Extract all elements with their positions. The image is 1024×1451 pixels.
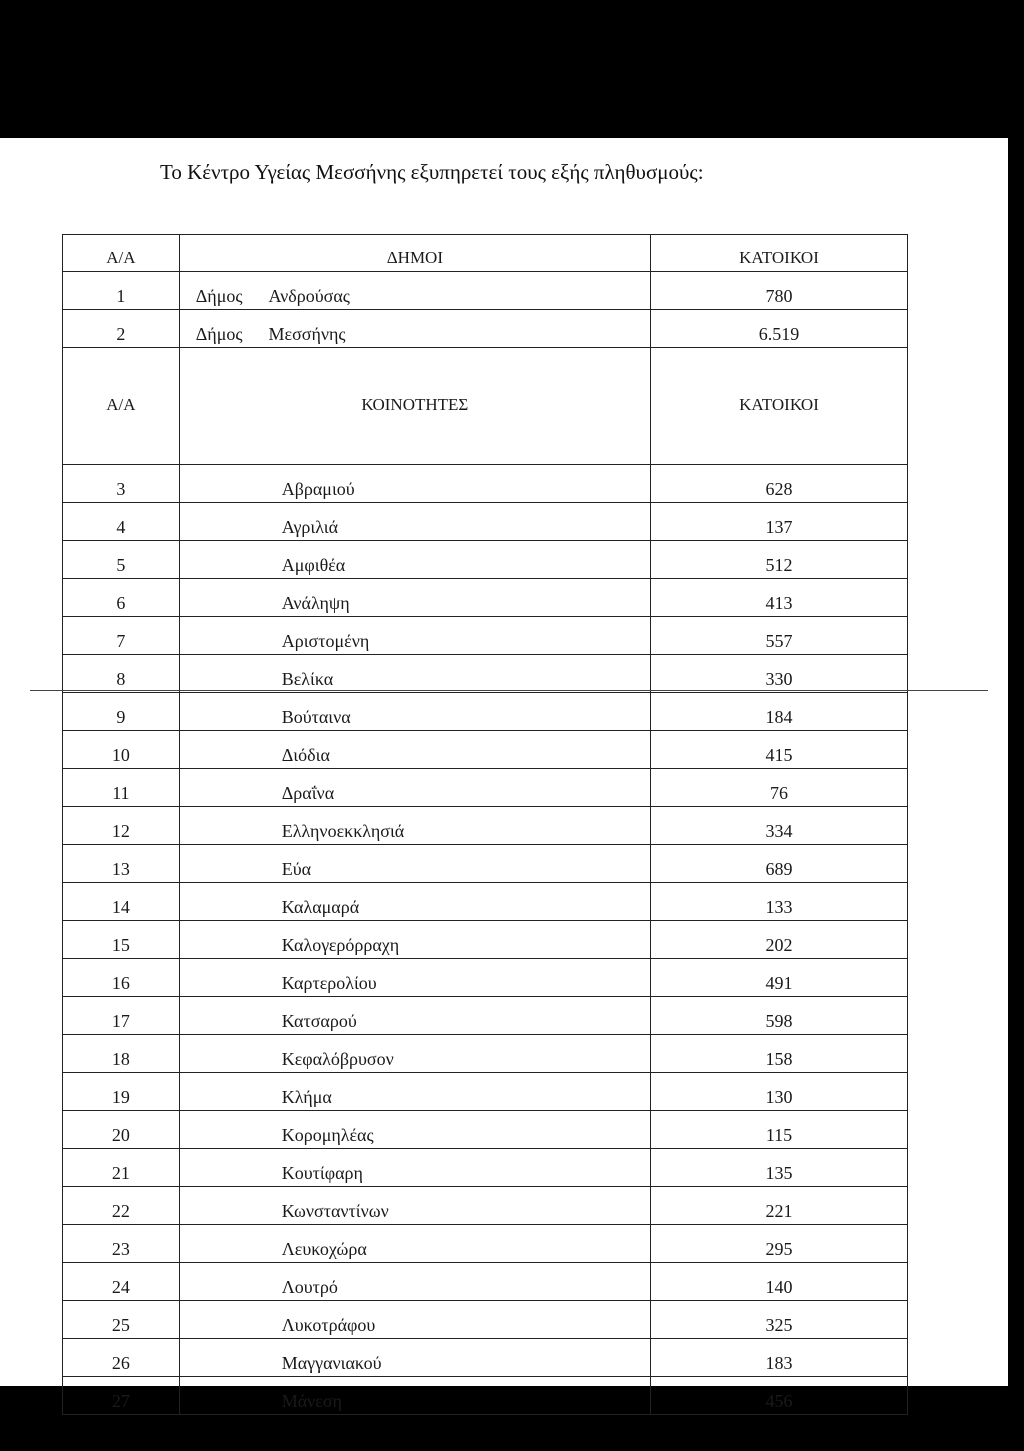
- row-number: 20: [63, 1111, 180, 1149]
- table-row: [63, 655, 908, 693]
- community-name: Αγριλιά: [179, 503, 650, 541]
- row-number: 13: [63, 845, 180, 883]
- table-row: [63, 769, 908, 807]
- scan-artifact-line: [30, 690, 988, 691]
- table-row: [63, 503, 908, 541]
- municipality-name: Δήμος Ανδρούσας: [179, 272, 650, 310]
- community-name: Διόδια: [179, 731, 650, 769]
- row-number: 14: [63, 883, 180, 921]
- community-name: Αριστομένη: [179, 617, 650, 655]
- community-name: Λουτρό: [179, 1263, 650, 1301]
- residents-value: 202: [651, 921, 908, 959]
- row-number: 19: [63, 1073, 180, 1111]
- table-row: [63, 997, 908, 1035]
- residents-value: 184: [651, 693, 908, 731]
- header-residents: ΚΑΤΟΙΚΟΙ: [651, 235, 908, 272]
- community-name: Ανάληψη: [179, 579, 650, 617]
- table-row: [63, 731, 908, 769]
- residents-value: 183: [651, 1339, 908, 1377]
- residents-value: 135: [651, 1149, 908, 1187]
- table-row: [63, 1377, 908, 1415]
- table-row: [63, 1263, 908, 1301]
- table-row: [63, 959, 908, 997]
- table-row: [63, 465, 908, 503]
- residents-value: 598: [651, 997, 908, 1035]
- community-name: Εύα: [179, 845, 650, 883]
- residents-value: 76: [651, 769, 908, 807]
- residents-value: 780: [651, 272, 908, 310]
- header-municipalities: ΔΗΜΟΙ: [179, 235, 650, 272]
- row-number: 17: [63, 997, 180, 1035]
- row-number: 2: [63, 310, 180, 348]
- row-number: 5: [63, 541, 180, 579]
- table-row: [63, 1225, 908, 1263]
- header-communities: ΚΟΙΝΟΤΗΤΕΣ: [179, 348, 650, 465]
- row-number: 26: [63, 1339, 180, 1377]
- residents-value: 221: [651, 1187, 908, 1225]
- row-number: 8: [63, 655, 180, 693]
- residents-value: 334: [651, 807, 908, 845]
- row-number: 9: [63, 693, 180, 731]
- community-name: Καλογερόρραχη: [179, 921, 650, 959]
- table-row: [63, 693, 908, 731]
- row-number: 23: [63, 1225, 180, 1263]
- table-row: [63, 883, 908, 921]
- row-number: 1: [63, 272, 180, 310]
- residents-value: 6.519: [651, 310, 908, 348]
- row-number: 12: [63, 807, 180, 845]
- table-row: [63, 1339, 908, 1377]
- table-row: [63, 541, 908, 579]
- municipalities-header-row: [63, 235, 908, 272]
- community-name: Αμφιθέα: [179, 541, 650, 579]
- table-row: [63, 1149, 908, 1187]
- table-row: [63, 807, 908, 845]
- row-number: 4: [63, 503, 180, 541]
- residents-value: 158: [651, 1035, 908, 1073]
- row-number: 18: [63, 1035, 180, 1073]
- community-name: Μάνεση: [179, 1377, 650, 1415]
- page-title: Το Κέντρο Υγείας Μεσσήνης εξυπηρετεί τους εξής πληθυσμούς:: [160, 160, 704, 184]
- table-row: [63, 1073, 908, 1111]
- community-name: Κατσαρού: [179, 997, 650, 1035]
- community-name: Λευκοχώρα: [179, 1225, 650, 1263]
- scan-border-right: [1008, 0, 1024, 1451]
- row-number: 7: [63, 617, 180, 655]
- residents-value: 456: [651, 1377, 908, 1415]
- row-number: 25: [63, 1301, 180, 1339]
- residents-value: 512: [651, 541, 908, 579]
- residents-value: 689: [651, 845, 908, 883]
- table-row: [63, 310, 908, 348]
- row-number: 3: [63, 465, 180, 503]
- community-name: Κουτίφαρη: [179, 1149, 650, 1187]
- row-number: 10: [63, 731, 180, 769]
- community-name: Καλαμαρά: [179, 883, 650, 921]
- row-number: 21: [63, 1149, 180, 1187]
- scan-border-top: [0, 0, 1024, 138]
- header-aa: Α/Α: [63, 235, 180, 272]
- community-name: Κορομηλέας: [179, 1111, 650, 1149]
- population-table: [62, 234, 908, 1415]
- header-aa: Α/Α: [63, 348, 180, 465]
- residents-value: 140: [651, 1263, 908, 1301]
- community-name: Ελληνοεκκλησιά: [179, 807, 650, 845]
- community-name: Δραΐνα: [179, 769, 650, 807]
- row-number: 24: [63, 1263, 180, 1301]
- community-name: Κεφαλόβρυσον: [179, 1035, 650, 1073]
- community-name: Αβραμιού: [179, 465, 650, 503]
- table-row: [63, 845, 908, 883]
- community-name: Κλήμα: [179, 1073, 650, 1111]
- residents-value: 491: [651, 959, 908, 997]
- community-name: Κωνσταντίνων: [179, 1187, 650, 1225]
- residents-value: 133: [651, 883, 908, 921]
- residents-value: 325: [651, 1301, 908, 1339]
- row-number: 11: [63, 769, 180, 807]
- residents-value: 130: [651, 1073, 908, 1111]
- table-row: [63, 1035, 908, 1073]
- table-row: [63, 921, 908, 959]
- community-name: Μαγγανιακού: [179, 1339, 650, 1377]
- row-number: 15: [63, 921, 180, 959]
- table-row: [63, 617, 908, 655]
- community-name: Καρτερολίου: [179, 959, 650, 997]
- residents-value: 330: [651, 655, 908, 693]
- residents-value: 415: [651, 731, 908, 769]
- residents-value: 413: [651, 579, 908, 617]
- header-residents: ΚΑΤΟΙΚΟΙ: [651, 348, 908, 465]
- municipality-name: Δήμος Μεσσήνης: [179, 310, 650, 348]
- table-row: [63, 579, 908, 617]
- row-number: 6: [63, 579, 180, 617]
- residents-value: 557: [651, 617, 908, 655]
- community-name: Βούταινα: [179, 693, 650, 731]
- communities-header-row: [63, 348, 908, 465]
- residents-value: 295: [651, 1225, 908, 1263]
- residents-value: 115: [651, 1111, 908, 1149]
- community-name: Λυκοτράφου: [179, 1301, 650, 1339]
- residents-value: 628: [651, 465, 908, 503]
- row-number: 16: [63, 959, 180, 997]
- community-name: Βελίκα: [179, 655, 650, 693]
- row-number: 27: [63, 1377, 180, 1415]
- row-number: 22: [63, 1187, 180, 1225]
- table-row: [63, 1301, 908, 1339]
- table-row: [63, 272, 908, 310]
- residents-value: 137: [651, 503, 908, 541]
- table-row: [63, 1111, 908, 1149]
- table-row: [63, 1187, 908, 1225]
